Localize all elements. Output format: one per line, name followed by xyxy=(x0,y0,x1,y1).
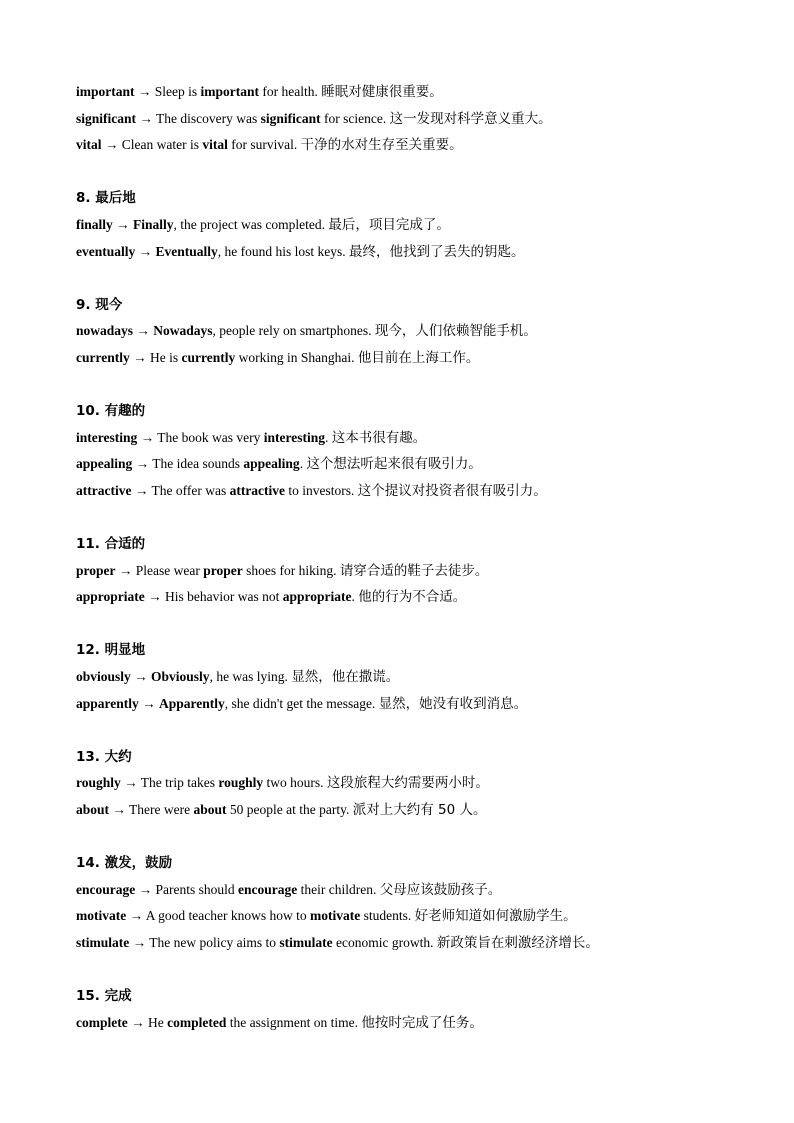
example-post: . xyxy=(299,456,307,472)
arrow-icon: → xyxy=(109,802,130,818)
arrow-icon: → xyxy=(135,881,156,897)
example-keyword: Nowadays xyxy=(153,323,213,339)
section-heading: 12. 明显地 xyxy=(76,642,146,659)
arrow-icon: → xyxy=(115,562,136,578)
entry-line xyxy=(76,930,766,957)
translation: 睡眠对健康很重要。 xyxy=(321,84,443,100)
arrow-icon: → xyxy=(112,216,134,232)
example-post: , people rely on smartphones. xyxy=(212,323,375,339)
example-keyword: Apparently xyxy=(159,695,225,711)
example-keyword: completed xyxy=(167,1014,227,1030)
entry-word: apparently xyxy=(76,695,139,711)
entry-line xyxy=(76,345,766,372)
arrow-icon: → xyxy=(135,243,156,259)
example-keyword: important xyxy=(200,84,259,99)
arrow-icon: → xyxy=(129,349,150,365)
entry-word: important xyxy=(76,84,135,99)
entry-line xyxy=(76,1010,766,1037)
entry-word: currently xyxy=(76,349,130,365)
entry-word: eventually xyxy=(76,243,136,259)
entry-line xyxy=(76,425,766,452)
entry-word: motivate xyxy=(76,908,127,924)
example-post: for science. xyxy=(320,110,390,126)
entry-line xyxy=(76,877,766,904)
translation: 好老师知道如何激励学生。 xyxy=(414,908,577,925)
section-11 xyxy=(76,531,766,611)
arrow-icon: → xyxy=(129,935,150,950)
spacer xyxy=(76,372,766,399)
example-post: students. xyxy=(360,908,415,924)
section-14 xyxy=(76,850,766,956)
section-heading: 14. 激发，鼓励 xyxy=(76,855,173,872)
translation: 新政策旨在刺激经济增长。 xyxy=(436,935,599,951)
entry-line xyxy=(76,132,766,159)
example-pre: Sleep is xyxy=(154,84,201,99)
translation: 显然，他在撒谎。 xyxy=(291,669,400,686)
example-post: two hours. xyxy=(263,775,327,791)
entry-line xyxy=(76,318,766,345)
entry-word: proper xyxy=(76,562,116,578)
example-post: , he found his lost keys. xyxy=(217,243,350,259)
translation: 派对上大约有 50 人。 xyxy=(352,802,487,819)
example-post: economic growth. xyxy=(332,935,437,950)
example-post: their children. xyxy=(297,881,380,897)
translation: 这一发现对科学意义重大。 xyxy=(389,110,552,127)
entry-word: stimulate xyxy=(76,935,130,950)
entry-word: nowadays xyxy=(76,323,134,339)
entry-word: complete xyxy=(76,1014,128,1030)
arrow-icon: → xyxy=(133,323,154,339)
example-pre: Parents should xyxy=(155,881,238,897)
entry-word: roughly xyxy=(76,775,121,791)
spacer xyxy=(76,505,766,532)
section-10 xyxy=(76,398,766,504)
example-pre: There were xyxy=(129,802,194,818)
example-keyword: appropriate xyxy=(282,589,352,605)
translation: 这个提议对投资者很有吸引力。 xyxy=(357,482,547,499)
entry-line xyxy=(76,664,766,691)
spacer xyxy=(76,159,766,186)
entry-word: finally xyxy=(76,216,113,232)
translation: 他的行为不合适。 xyxy=(358,589,467,606)
example-pre: Clean water is xyxy=(121,137,203,153)
entry-line xyxy=(76,770,766,797)
spacer xyxy=(76,957,766,984)
translation: 请穿合适的鞋子去徒步。 xyxy=(339,562,489,579)
spacer xyxy=(76,265,766,292)
arrow-icon: → xyxy=(144,589,166,605)
section-8 xyxy=(76,185,766,265)
example-keyword: vital xyxy=(202,137,228,153)
arrow-icon: → xyxy=(126,908,146,924)
translation: 这段旅程大约需要两小时。 xyxy=(326,775,489,792)
example-pre: The idea sounds xyxy=(152,456,244,472)
entry-line xyxy=(76,451,766,478)
entry-line xyxy=(76,797,766,824)
translation: 他按时完成了任务。 xyxy=(361,1014,483,1031)
section-heading: 10. 有趣的 xyxy=(76,403,146,420)
example-post: , he was lying. xyxy=(209,669,292,685)
example-post: the assignment on time. xyxy=(226,1014,362,1030)
example-keyword: Eventually xyxy=(155,243,218,259)
arrow-icon: → xyxy=(137,429,158,445)
example-pre: His behavior was not xyxy=(165,589,283,605)
arrow-icon: → xyxy=(136,110,157,126)
arrow-icon: → xyxy=(127,1014,148,1030)
translation: 现今，人们依赖智能手机。 xyxy=(374,323,537,340)
entry-word: interesting xyxy=(76,429,138,445)
translation: 干净的水对生存至关重要。 xyxy=(300,137,463,154)
section-13 xyxy=(76,744,766,824)
entry-line xyxy=(76,212,766,239)
translation: 显然，她没有收到消息。 xyxy=(378,695,528,712)
entry-word: encourage xyxy=(76,881,136,897)
example-keyword: currently xyxy=(181,349,236,365)
example-post: working in Shanghai. xyxy=(235,349,358,365)
example-post: , the project was completed. xyxy=(173,216,329,232)
entry-line xyxy=(76,691,766,718)
translation: 最终，他找到了丢失的钥匙。 xyxy=(349,243,525,260)
example-post: . xyxy=(325,429,332,445)
example-keyword: roughly xyxy=(218,775,264,791)
example-keyword: motivate xyxy=(309,908,361,924)
example-keyword: proper xyxy=(203,562,243,578)
translation: 最后，项目完成了。 xyxy=(328,216,450,233)
section-heading: 8. 最后地 xyxy=(76,190,136,207)
section-15 xyxy=(76,983,766,1036)
arrow-icon: → xyxy=(130,669,152,685)
entry-word: appropriate xyxy=(76,589,145,605)
entry-line xyxy=(76,79,766,106)
vocabulary-page xyxy=(76,79,766,1036)
arrow-icon: → xyxy=(120,775,141,791)
section-9 xyxy=(76,292,766,372)
example-pre: The book was very xyxy=(157,429,264,445)
translation: 父母应该鼓励孩子。 xyxy=(379,881,502,898)
spacer xyxy=(76,611,766,638)
example-post: . xyxy=(351,589,359,605)
example-pre: The offer was xyxy=(151,482,230,498)
entry-line xyxy=(76,584,766,611)
example-keyword: interesting xyxy=(263,429,325,445)
entry-line xyxy=(76,239,766,266)
entry-word: significant xyxy=(76,110,137,126)
section-12 xyxy=(76,637,766,717)
translation: 他目前在上海工作。 xyxy=(357,349,480,366)
entry-word: vital xyxy=(76,137,102,153)
entry-line xyxy=(76,558,766,585)
section-heading: 15. 完成 xyxy=(76,988,132,1005)
section-heading: 11. 合适的 xyxy=(76,536,146,553)
arrow-icon: → xyxy=(131,482,152,498)
entry-line xyxy=(76,478,766,505)
arrow-icon: → xyxy=(134,84,155,99)
example-post: to investors. xyxy=(285,482,358,498)
section-heading: 9. 现今 xyxy=(76,296,123,313)
example-keyword: Obviously xyxy=(151,669,210,685)
section-important xyxy=(76,79,766,159)
entry-line xyxy=(76,903,766,930)
example-keyword: encourage xyxy=(237,881,298,897)
example-pre: He is xyxy=(150,349,182,365)
arrow-icon: → xyxy=(132,456,153,472)
example-pre: The new policy aims to xyxy=(149,935,280,950)
entry-word: about xyxy=(76,802,110,818)
example-post: shoes for hiking. xyxy=(242,562,340,578)
translation: 这个想法听起来很有吸引力。 xyxy=(306,456,482,473)
example-pre: A good teacher knows how to xyxy=(145,908,310,924)
arrow-icon: → xyxy=(101,137,122,153)
example-keyword: appealing xyxy=(243,456,300,472)
arrow-icon: → xyxy=(138,695,160,711)
example-post: for survival. xyxy=(227,137,301,153)
translation: 这本书很有趣。 xyxy=(331,429,427,446)
example-keyword: stimulate xyxy=(279,935,333,950)
entry-word: appealing xyxy=(76,456,133,472)
example-post: , she didn't get the message. xyxy=(224,695,379,711)
example-keyword: significant xyxy=(260,110,321,126)
entry-word: attractive xyxy=(76,482,132,498)
example-post: 50 people at the party. xyxy=(226,802,353,818)
section-heading: 13. 大约 xyxy=(76,748,132,765)
example-pre: Please wear xyxy=(135,562,204,578)
spacer xyxy=(76,717,766,744)
entry-line xyxy=(76,106,766,133)
example-keyword: attractive xyxy=(229,482,286,498)
spacer xyxy=(76,824,766,851)
entry-word: obviously xyxy=(76,669,131,685)
example-post: for health. xyxy=(259,84,322,99)
example-keyword: Finally xyxy=(133,216,174,232)
example-pre: The discovery was xyxy=(156,110,261,126)
example-pre: The trip takes xyxy=(140,775,219,791)
example-pre: He xyxy=(147,1014,168,1030)
example-keyword: about xyxy=(193,802,227,818)
